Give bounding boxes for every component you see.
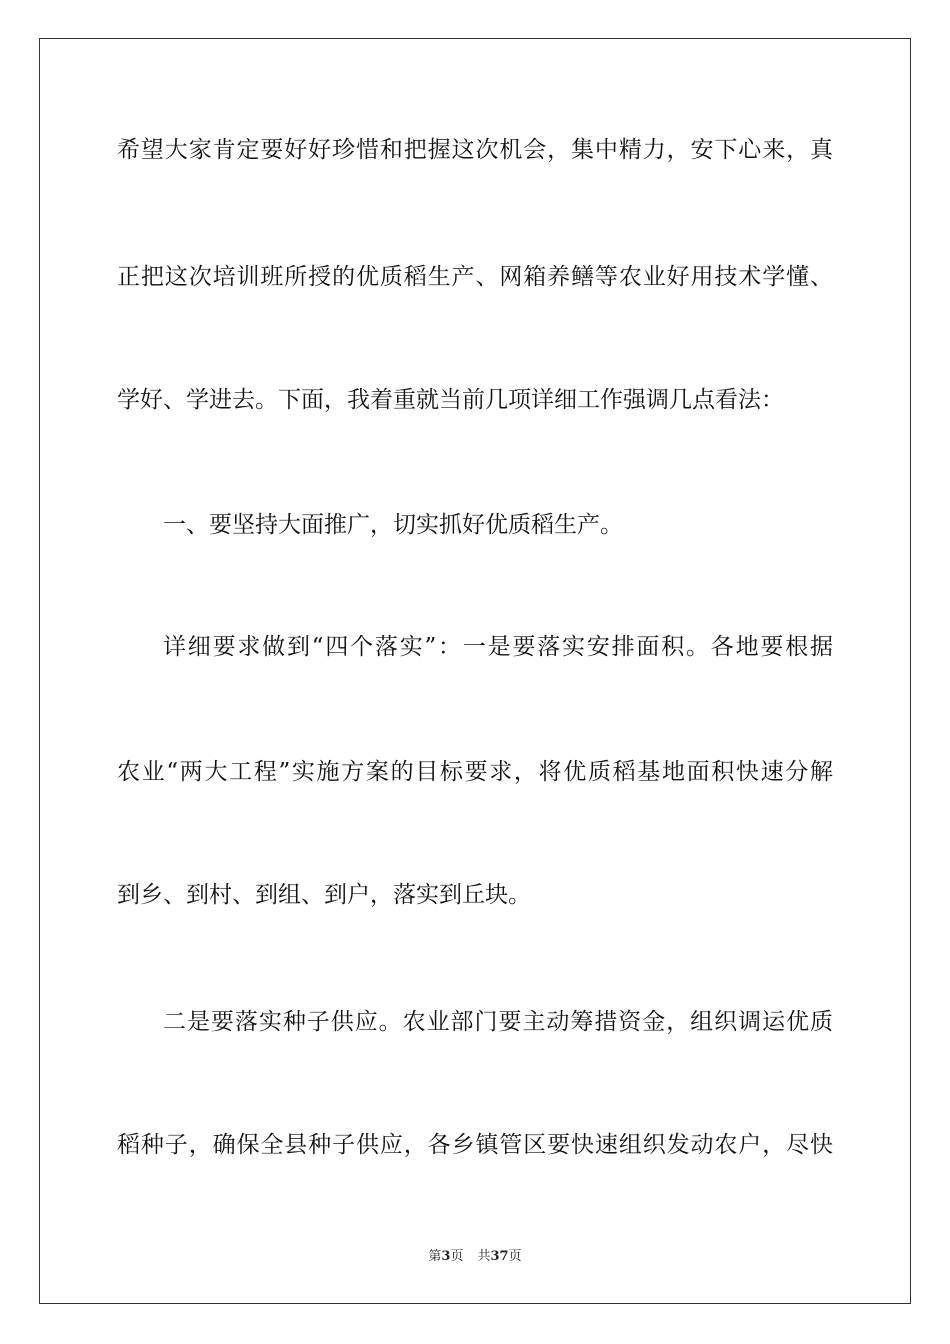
paragraph-line: 稻种子，确保全县种子供应，各乡镇管区要快速组织发动农户，尽快 — [117, 1132, 833, 1158]
page-prefix: 第 — [428, 1249, 442, 1264]
total-suffix: 页 — [508, 1249, 522, 1264]
paragraph-line: 到乡、到村、到组、到户，落实到丘块。 — [117, 882, 531, 908]
paragraph-line: 农业“两大工程”实施方案的目标要求，将优质稻基地面积快速分解 — [117, 759, 833, 785]
section-heading: 一、要坚持大面推广，切实抓好优质稻生产。 — [163, 512, 623, 538]
total-prefix: 共 — [477, 1249, 491, 1264]
paragraph-line: 二是要落实种子供应。农业部门要主动筹措资金，组织调运优质 — [163, 1009, 833, 1035]
paragraph-line: 学好、学进去。下面，我着重就当前几项详细工作强调几点看法： — [117, 387, 784, 413]
page-number: 3 — [441, 1249, 451, 1264]
page-footer — [0, 1248, 950, 1266]
paragraph-line: 希望大家肯定要好好珍惜和把握这次机会，集中精力，安下心来，真 — [117, 137, 833, 163]
total-pages: 37 — [490, 1249, 509, 1264]
paragraph-line: 正把这次培训班所授的优质稻生产、网箱养鳝等农业好用技术学懂、 — [117, 264, 833, 290]
paragraph-line: 详细要求做到“四个落实”：一是要落实安排面积。各地要根据 — [163, 634, 833, 660]
page-suffix: 页 — [450, 1249, 464, 1264]
page-border — [39, 38, 911, 1304]
